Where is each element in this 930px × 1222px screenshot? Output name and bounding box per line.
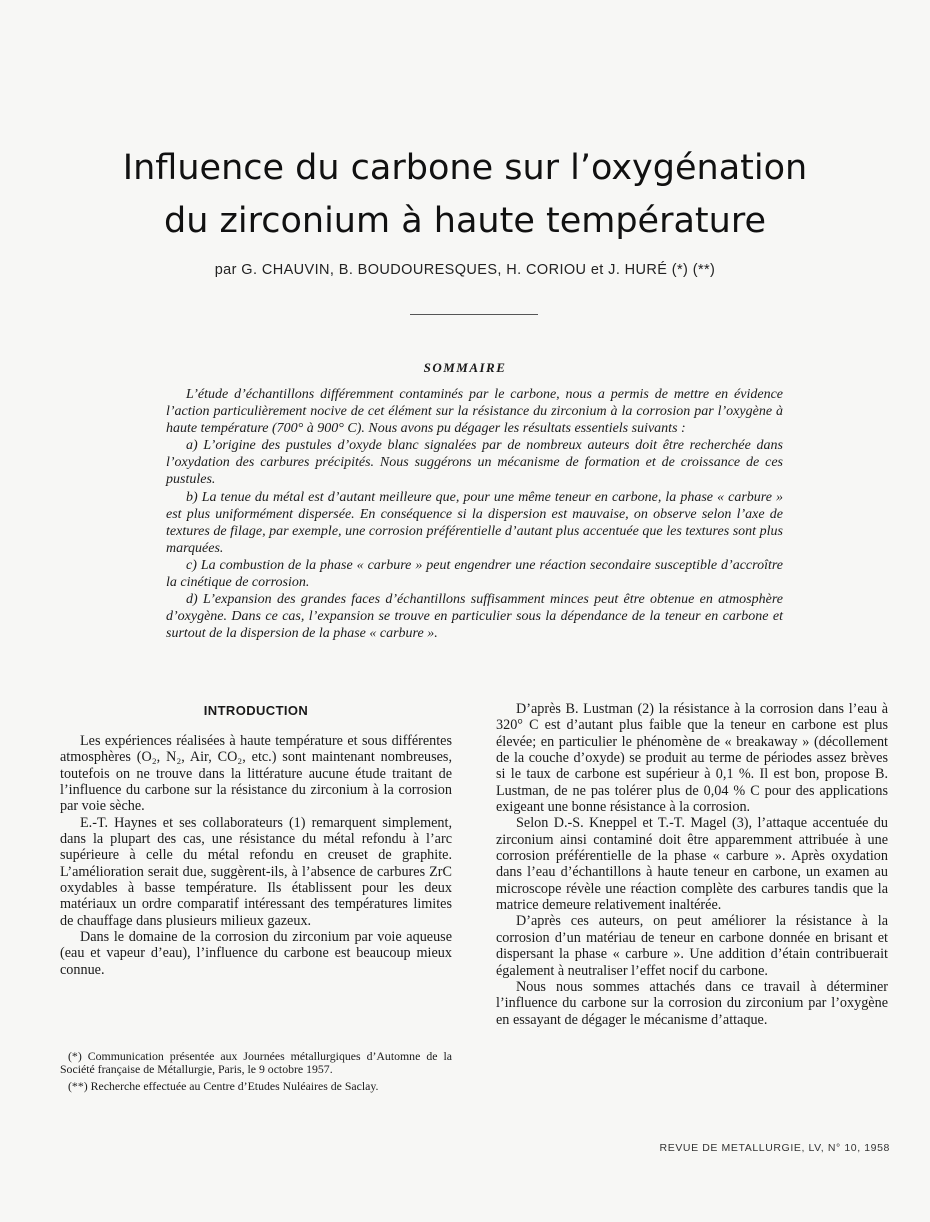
sommaire-item-b: b) La tenue du métal est d’autant meilleure que, pour une même teneur en carbone, la phase « carbure » est plus uniformément dispersée. En conséquence si la dispersion est mauvaise, on observe selon l’axe de textures de filage, par exemple, une corrosion préférentielle d’autant plus accentuée que les textures sont plus marquées. xyxy=(166,489,783,556)
paragraph: Nous nous sommes attachés dans ce travail à déterminer l’influence du carbone sur la corrosion du zirconium par l’oxygène en essayant de dégager le mécanisme d’attaque. xyxy=(496,978,888,1028)
sommaire-item-a: a) L’origine des pustules d’oxyde blanc signalées par de nombreux auteurs doit être recherchée dans l’oxydation des carbures précipités. Nous suggérons un mécanisme de formation et de croissance de ces pustules. xyxy=(166,438,783,488)
footnote-2: (**) Recherche effectuée au Centre d’Etudes Nuléaires de Saclay. xyxy=(68,1079,379,1094)
sommaire-item-c: c) La combustion de la phase « carbure » peut engendrer une réaction secondaire susceptible d’accroître la cinétique de corrosion. xyxy=(166,557,783,591)
article-title xyxy=(0,142,930,248)
left-column xyxy=(60,733,452,978)
title-divider xyxy=(410,314,538,315)
footnotes xyxy=(60,1050,452,1098)
sommaire-heading: SOMMAIRE xyxy=(423,360,507,375)
sommaire-item-d: d) L’expansion des grandes faces d’échantillons suffisamment minces peut être obtenue en atmosphère d’oxygène. Dans ce cas, l’expansion se trouve en particulier sous la dépendance de la teneur en carbone et surtout de la dispersion de la phase « carbure ». xyxy=(166,592,783,642)
sommaire-intro: L’étude d’échantillons différemment contaminés par le carbone, nous a permis de mettre en évidence l’action particulièrement nocive de cet élément sur la résistance du zirconium à la corrosion par l’oxygène à haute température (700° à 900° C). Nous avons pu dégager les résultats essentiels suivants : xyxy=(166,387,783,437)
paragraph: Dans le domaine de la corrosion du zirconium par voie aqueuse (eau et vapeur d’eau), l’influence du carbone est beaucoup mieux connue. xyxy=(60,929,452,978)
introduction-heading: INTRODUCTION xyxy=(203,703,309,718)
sommaire-block xyxy=(166,386,783,642)
byline: par G. CHAUVIN, B. BOUDOURESQUES, H. CORIOU et J. HURÉ (*) (**) xyxy=(214,262,716,278)
right-column xyxy=(496,701,888,1028)
paragraph: D’après ces auteurs, on peut améliorer la résistance à la corrosion d’un matériau de teneur en carbone donnée en brisant et dispersant la phase « carbure ». Une addition d’étain contribuerait également à neutraliser l’effet nocif du carbone. xyxy=(496,913,888,979)
journal-footer: REVUE DE METALLURGIE, LV, N° 10, 1958 xyxy=(659,1142,890,1154)
paragraph: Les expériences réalisées à haute température et sous différentes atmosphères (O₂, N₂, Air, CO₂, etc.) sont maintenant nombreuses, toutefois on ne trouve dans la littérature aucune étude traitant de l’influence du carbone sur la résistance du zirconium à la corrosion par voie sèche. xyxy=(60,733,452,815)
title-line-1: Influence du carbone sur l’oxygénation xyxy=(122,148,808,188)
paragraph: Selon D.-S. Kneppel et T.-T. Magel (3), l’attaque accentuée du zirconium ainsi contaminé doit être apparemment attribuée à une corrosion préférentielle de la phase « carbure ». Après oxydation dans l’eau d’échantillons à haute teneur en carbone, un examen au microscope révèle une réaction complète des carbures tandis que la matrice demeure relativement inaltérée. xyxy=(496,815,888,914)
title-line-2: du zirconium à haute température xyxy=(164,201,766,241)
footnote-1: (*) Communication présentée aux Journées métallurgiques d’Automne de la Société française de Métallurgie, Paris, le 9 octobre 1957. xyxy=(60,1049,452,1077)
paragraph: E.-T. Haynes et ses collaborateurs (1) remarquent simplement, dans la plupart des cas, une résistance du métal refondu à l’arc supérieure à celle du métal refondu en creuset de graphite. L’amélioration serait due, suggèrent-ils, à l’absence de carbures ZrC oxydables à basse température. Ils établissent pour les deux matériaux un ordre comparatif intéressant des températures limites de chauffage dans plusieurs milieux gazeux. xyxy=(60,814,452,929)
paragraph: D’après B. Lustman (2) la résistance à la corrosion dans l’eau à 320° C est d’autant plus faible que la teneur en carbone est plus élevée; en particulier le phénomène de « breakaway » (décollement de la couche d’oxyde) se produit au terme de périodes assez brèves si le taux de carbone est supérieur à 0,1 %. Il est bon, propose B. Lustman, de ne pas tolérer plus de 0,04 % C pour des applications exigeant une bonne résistance à la corrosion. xyxy=(496,701,888,816)
